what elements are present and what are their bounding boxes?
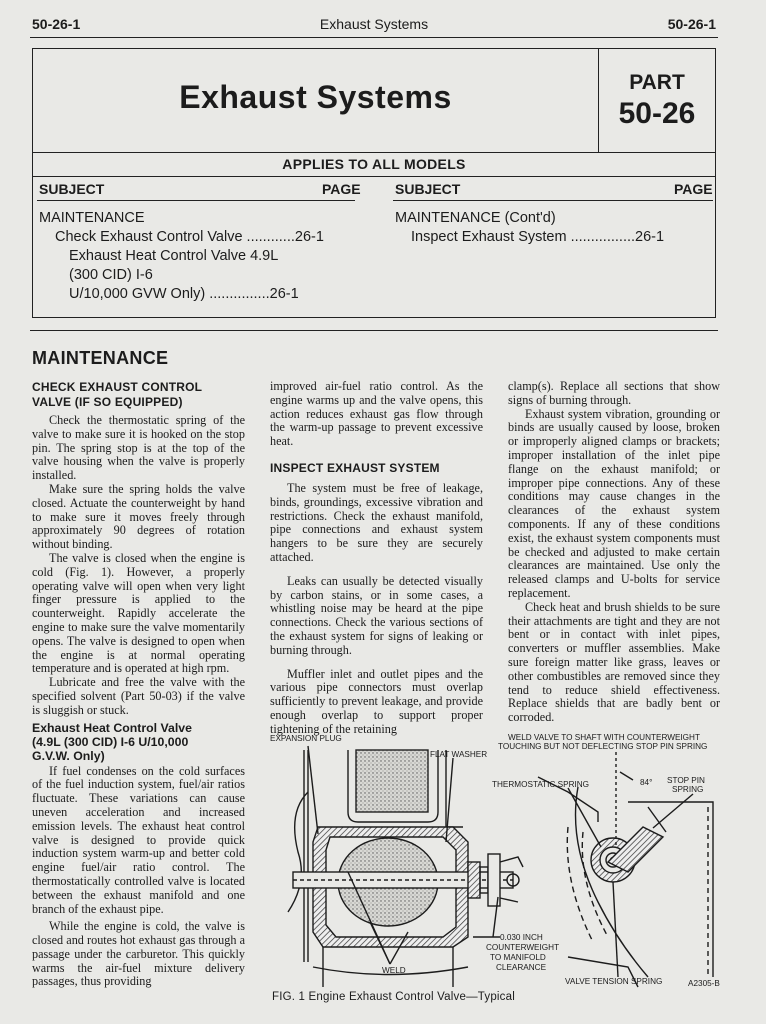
paragraph: Lubricate and free the valve with the specified solvent (Part 50-03) if the valve is sluggish or stuck.: [32, 675, 245, 717]
label-valve-tension-spring: VALVE TENSION SPRING: [565, 977, 663, 986]
label-clearance-4: CLEARANCE: [496, 963, 547, 972]
heading-check-valve-2: VALVE (IF SO EQUIPPED): [32, 395, 183, 409]
heading-heat-valve-2: (4.9L (300 CID) I-6 U/10,000: [32, 734, 189, 749]
column-2: [270, 380, 483, 737]
paragraph: Muffler inlet and outlet pipes and the various pipe connectors must overlap sufficiently to prevent leakage, and provide enough overlap to support proper tightening of the retaining: [270, 666, 483, 736]
figure-exhaust-control-valve: [268, 732, 730, 992]
heading-check-valve-1: CHECK EXHAUST CONTROL: [32, 380, 203, 394]
column-1: [32, 380, 245, 989]
label-weld-valve-2: TOUCHING BUT NOT DEFLECTING STOP PIN SPRING: [498, 742, 708, 751]
label-clearance-1: 0.030 INCH: [500, 933, 543, 942]
toc-subject-header-left: SUBJECT: [39, 181, 105, 197]
figure-code: A2305-B: [688, 979, 720, 988]
title-box: [32, 48, 716, 318]
paragraph: clamp(s). Replace all sections that show signs of burning through.: [508, 379, 720, 407]
paragraph: While the engine is cold, the valve is closed and routes hot exhaust gas through a passage under the carburetor. This quickly warms the air-fuel mixture delivery passages, thus providing: [32, 919, 245, 989]
section-title: MAINTENANCE: [32, 348, 169, 368]
page-number-left: 50-26-1: [32, 16, 81, 32]
toc-subject-header-right: SUBJECT: [395, 181, 461, 197]
toc-item-inspect-exhaust[interactable]: Inspect Exhaust System ................26-1: [411, 229, 665, 245]
header-rule: [30, 37, 718, 38]
label-flat-washer: FLAT WASHER: [430, 750, 488, 759]
toc-item-heat-valve-3[interactable]: U/10,000 GVW Only) ...............26-1: [69, 286, 299, 302]
label-stop-pin-1: STOP PIN: [667, 776, 705, 785]
paragraph: Make sure the spring holds the valve closed. Actuate the counterweight by hand to make sure it moves freely through approximately 90 degrees of rotation without binding.: [32, 481, 245, 552]
label-clearance-2: COUNTERWEIGHT: [486, 943, 560, 952]
part-number: 50-26: [618, 97, 696, 130]
label-clearance-3: TO MANIFOLD: [490, 953, 546, 962]
label-thermostatic-spring: THERMOSTATIC SPRING: [492, 780, 590, 789]
label-stop-pin-2: SPRING: [672, 785, 704, 794]
heading-heat-valve-3: G.V.W. Only): [32, 748, 105, 763]
part-box: [599, 49, 715, 152]
section-rule: [30, 330, 718, 331]
paragraph: Check the thermostatic spring of the valve to make sure it is hooked on the stop pin. The spring stop is at the top of the valve housing when the valve is properly installed.: [32, 413, 245, 483]
paragraph: Leaks can usually be detected visually by carbon stains, or in some cases, a whistling noise may be heard at the pipe connections. Check the various sections of the exhaust system for signs of leaking or burning through.: [270, 573, 483, 657]
toc-item-check-valve[interactable]: Check Exhaust Control Valve ............26-1: [55, 229, 324, 245]
toc-rule-right: [393, 200, 713, 201]
paragraph: Exhaust system vibration, grounding or binds are usually caused by loose, broken or improperly aligned clamps or brackets; improper installation of the inlet pipe flange on the exhaust manifold; or improper pipe connections. Any of these conditions may cause changes in the clearances of the exhaust system components. If any of these conditions exist, the exhaust system components must be checked and adjusted to make certain clearances are maintained. Use only the released clamps and U-bolts for service replacement.: [508, 406, 720, 600]
label-weld: WELD: [382, 966, 406, 975]
label-angle: 84°: [640, 778, 653, 787]
part-word: PART: [629, 71, 685, 94]
paragraph: The valve is closed when the engine is cold (Fig. 1). However, a properly operating valve will open when very light finger pressure is applied to the counterweight. Rapidly accelerate the engine to make sure the valve momentarily opens. The valve is designed to open when the engine is at normal operating temperature and is operated at high rpm.: [32, 550, 245, 676]
title-divider: [33, 152, 715, 153]
label-weld-valve-1: WELD VALVE TO SHAFT WITH COUNTERWEIGHT: [508, 733, 700, 742]
toc-item-heat-valve-1[interactable]: Exhaust Heat Control Valve 4.9L: [69, 248, 279, 264]
running-title: Exhaust Systems: [319, 16, 429, 32]
paragraph: Check heat and brush shields to be sure their attachments are tight and they are not bent or in contact with inlet pipes, converters or muffler assemblies. Make sure foreign matter like grass, leaves or other combustibles are removed since they tend to reduce shield effectiveness. Replace shields that are badly bent or corroded.: [508, 599, 720, 725]
toc-rule-left: [37, 200, 355, 201]
column-3: [508, 380, 720, 725]
toc-page-header-left: PAGE: [322, 181, 361, 197]
page-number-right: 50-26-1: [667, 16, 716, 32]
applies-divider: [33, 176, 715, 177]
paragraph: If fuel condenses on the cold surfaces of the fuel induction system, fuel/air ratios fluctuate. These variations can cause uneven acceleration and increased emission levels. The exhaust heat control valve is designed to provide quick induction system warm-up and better cold engine fuel/air ratio control. The thermostatically controlled valve is located between the exhaust manifold and one branch of the exhaust pipe.: [32, 763, 245, 916]
heading-heat-valve-1: Exhaust Heat Control Valve: [32, 720, 192, 735]
toc-item-heat-valve-2[interactable]: (300 CID) I-6: [69, 267, 153, 283]
toc-page-header-right: PAGE: [674, 181, 713, 197]
page-title: Exhaust Systems: [179, 79, 452, 115]
toc-left: [39, 209, 324, 304]
toc-right: [395, 209, 664, 247]
paragraph: The system must be free of leakage, binds, groundings, excessive vibration and restrictions. Check the exhaust manifold, pipe connections and exhaust system hangers to be sure they are securely attached.: [270, 480, 483, 564]
toc-group-maintenance: MAINTENANCE: [39, 210, 145, 226]
figure-caption: FIG. 1 Engine Exhaust Control Valve—Typical: [272, 991, 515, 1003]
title-area: [33, 49, 599, 152]
label-expansion-plug: EXPANSION PLUG: [270, 734, 342, 743]
applies-to: APPLIES TO ALL MODELS: [282, 156, 466, 172]
heading-inspect-exhaust: INSPECT EXHAUST SYSTEM: [270, 460, 440, 475]
toc-group-maintenance-contd: MAINTENANCE (Cont'd): [395, 210, 556, 226]
running-header: [32, 16, 716, 38]
paragraph: improved air-fuel ratio control. As the engine warms up and the valve opens, this action reduces exhaust gas flow through the warm-up passage to prevent excessive heat.: [270, 379, 483, 449]
